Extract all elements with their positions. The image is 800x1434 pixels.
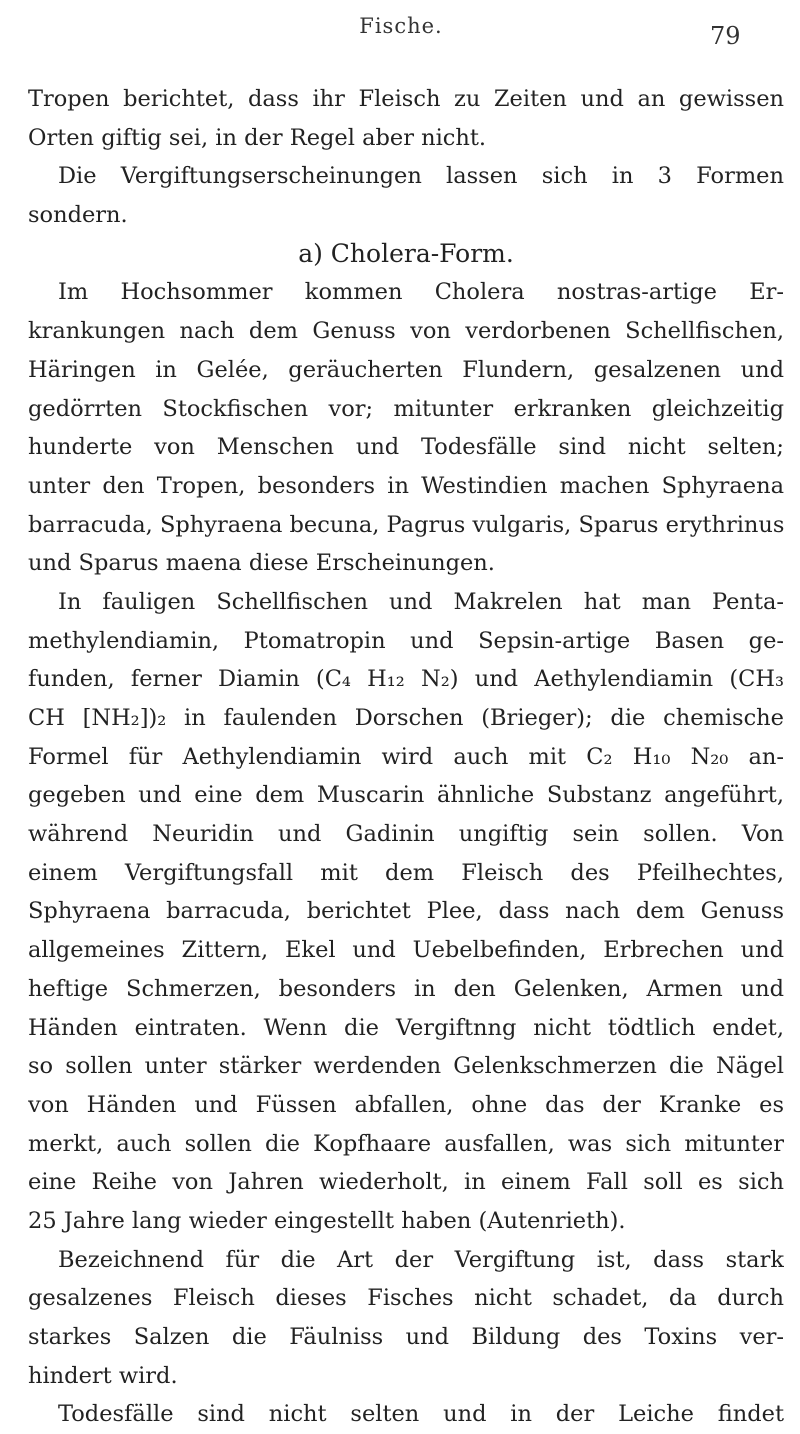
- text-line: Orten giftig sei, in der Regel aber nicht.: [28, 124, 487, 151]
- text-line: 25 Jahre lang wieder eingestellt haben (Autenrieth).: [28, 1207, 626, 1234]
- text-line: heftige Schmerzen, besonders in den Gelenken, Armen und: [28, 975, 784, 1002]
- text-line: Im Hochsommer kommen Cholera nostras-artige Er-: [58, 279, 784, 306]
- text-line: Händen eintraten. Wenn die Vergiftnng nicht tödtlich endet,: [28, 1014, 784, 1041]
- text-line: gegeben und eine dem Muscarin ähnliche Substanz angeführt,: [28, 782, 784, 809]
- text-line: Formel für Aethylendiamin wird auch mit C₂ H₁₀ N₂₀ an-: [28, 743, 784, 770]
- text-line: hindert wird.: [28, 1362, 178, 1389]
- text-line: Sphyraena barracuda, berichtet Plee, dass nach dem Genuss: [28, 898, 784, 925]
- page-number: 79: [710, 22, 741, 50]
- section-heading: a) Cholera-Form.: [298, 238, 514, 268]
- text-line: In fauligen Schellfischen und Makrelen hat man Penta-: [58, 588, 784, 615]
- text-line: so sollen unter stärker werdenden Gelenkschmerzen die Nägel: [28, 1053, 784, 1080]
- text-line: barracuda, Sphyraena becuna, Pagrus vulgaris, Sparus erythrinus: [28, 511, 784, 538]
- text-line: einem Vergiftungsfall mit dem Fleisch des Pfeilhechtes,: [28, 859, 784, 886]
- text-line: Todesfälle sind nicht selten und in der Leiche findet: [58, 1401, 784, 1428]
- text-line: starkes Salzen die Fäulniss und Bildung des Toxins ver-: [28, 1324, 784, 1350]
- text-line: von Händen und Füssen abfallen, ohne das der Kranke es: [28, 1091, 784, 1118]
- text-line: merkt, auch sollen die Kopfhaare ausfallen, was sich mitunter: [28, 1130, 784, 1157]
- running-head-title: Fische.: [359, 14, 443, 38]
- body-text: [28, 80, 784, 1434]
- text-line: Die Vergiftungserscheinungen lassen sich in 3 Formen: [58, 163, 784, 190]
- text-line: während Neuridin und Gadinin ungiftig sein sollen. Von: [28, 821, 784, 848]
- text-line: methylendiamin, Ptomatropin und Sepsin-artige Basen ge-: [28, 627, 784, 654]
- text-line: sondern.: [28, 202, 128, 229]
- text-line: unter den Tropen, besonders in Westindien machen Sphyraena: [28, 472, 784, 499]
- text-line: gedörrten Stockfischen vor; mitunter erkranken gleichzeitig: [28, 395, 784, 422]
- text-line: eine Reihe von Jahren wiederholt, in einem Fall soll es sich: [28, 1169, 784, 1196]
- text-line: Häringen in Gelée, geräucherten Flundern, gesalzenen und: [28, 356, 784, 383]
- text-line: funden, ferner Diamin (C₄ H₁₂ N₂) und Aethylendiamin (CH₃: [28, 666, 784, 693]
- text-line: und Sparus maena diese Erscheinungen.: [28, 550, 495, 577]
- text-line: allgemeines Zittern, Ekel und Uebelbefinden, Erbrechen und: [28, 937, 784, 964]
- text-line: CH [NH₂])₂ in faulenden Dorschen (Brieger); die chemische: [28, 705, 784, 731]
- text-line: Bezeichnend für die Art der Vergiftung ist, dass stark: [58, 1246, 784, 1273]
- text-line: hunderte von Menschen und Todesfälle sind nicht selten;: [28, 434, 784, 461]
- text-line: gesalzenes Fleisch dieses Fisches nicht schadet, da durch: [28, 1285, 784, 1312]
- text-line: krankungen nach dem Genuss von verdorbenen Schellfischen,: [28, 318, 784, 345]
- running-head: [0, 6, 800, 50]
- text-line: Tropen berichtet, dass ihr Fleisch zu Zeiten und an gewissen: [28, 86, 784, 112]
